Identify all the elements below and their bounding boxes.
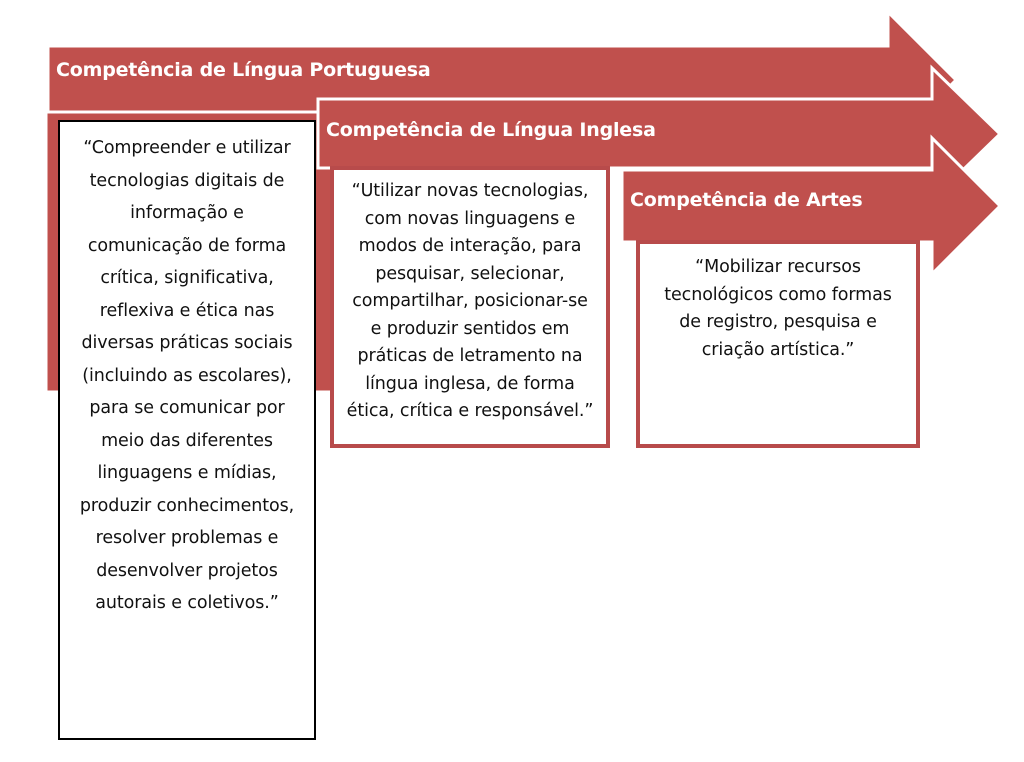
title-artes: Competência de Artes xyxy=(630,189,863,211)
quote-box-lingua-portuguesa xyxy=(58,120,316,740)
quote-box-artes xyxy=(636,240,920,448)
quote-lingua-portuguesa: “Compreender e utilizar tecnologias digitais de informação e comunicação de forma crítica, significativa, reflexiva e ética nas diversas práticas sociais (incluindo as escolares), para se comunicar por meio das diferentes linguagens e mídias, produzir conhecimentos, resolver problemas e desenvolver projetos autorais e coletivos.” xyxy=(79,138,295,613)
quote-box-lingua-inglesa xyxy=(330,166,610,448)
quote-lingua-inglesa: “Utilizar novas tecnologias, com novas linguagens e modos de interação, para pesquisar, selecionar, compartilhar, posicionar-se e produzir sentidos em práticas de letramento na língua inglesa, de forma ética, crítica e responsável.” xyxy=(346,181,594,421)
title-lingua-inglesa: Competência de Língua Inglesa xyxy=(326,119,656,141)
title-lingua-portuguesa: Competência de Língua Portuguesa xyxy=(56,59,431,81)
quote-artes: “Mobilizar recursos tecnológicos como formas de registro, pesquisa e criação artística.” xyxy=(664,257,892,360)
